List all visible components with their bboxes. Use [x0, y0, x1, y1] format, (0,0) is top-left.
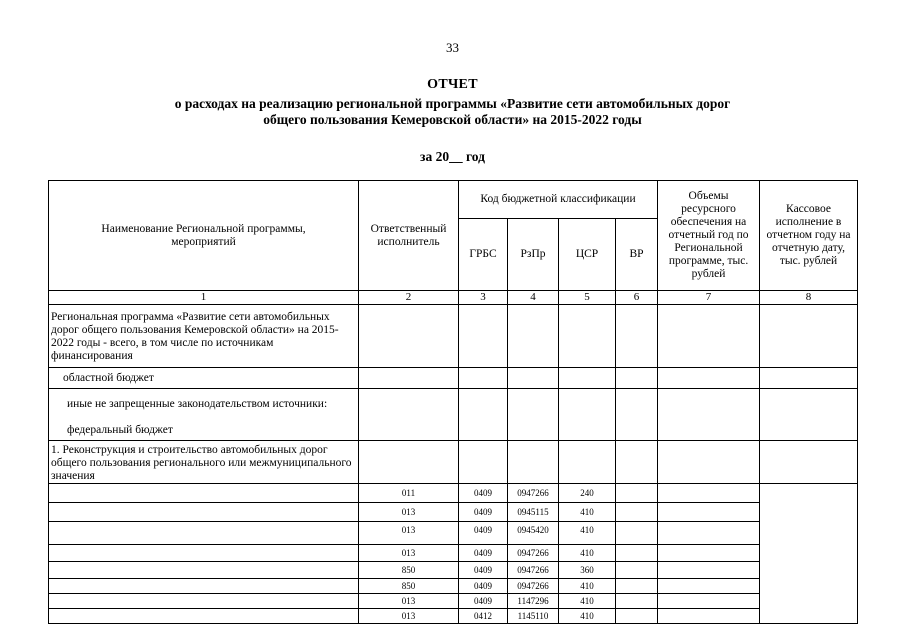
- table-cell: [658, 609, 760, 624]
- table-cell: [658, 594, 760, 609]
- program-name: Региональная программа «Развитие сети автомобильных дорог общего пользования Кемеровской области» на 2015-2022 годы - всего, в том числе по источникам финансирования: [49, 305, 359, 368]
- code-row: [49, 503, 858, 522]
- vr-cell: 410: [559, 545, 616, 562]
- header-vr: ВР: [616, 219, 658, 291]
- table-cell: [49, 522, 359, 545]
- federal-budget-row: [49, 421, 858, 441]
- column-number: 7: [658, 291, 760, 305]
- csr-cell: 0945420: [508, 522, 559, 545]
- vr-cell: 410: [559, 503, 616, 522]
- activity-1-header-row: [49, 441, 858, 484]
- page-number: 33: [446, 40, 459, 55]
- table-cell: [658, 522, 760, 545]
- regional-budget-row: [49, 368, 858, 389]
- header-volume: Объемы ресурсного обеспечения на отчетный год по Региональной программе, тыс. рублей: [658, 181, 760, 291]
- vr-cell: 410: [559, 522, 616, 545]
- table-cell: [616, 305, 658, 368]
- code-row: [49, 579, 858, 594]
- vr-cell: 410: [559, 579, 616, 594]
- table-cell: [616, 545, 658, 562]
- table-cell: [658, 562, 760, 579]
- code-row: [49, 594, 858, 609]
- subtitle-line-2: общего пользования Кемеровской области» на 2015-2022 годы: [263, 112, 642, 127]
- column-number: 4: [508, 291, 559, 305]
- table-cell: [658, 484, 760, 503]
- grbs-cell: 013: [359, 609, 459, 624]
- code-row: [49, 484, 858, 503]
- rzpr-cell: 0409: [459, 503, 508, 522]
- rzpr-cell: 0409: [459, 562, 508, 579]
- header-row-1: [49, 181, 858, 219]
- column-number: 6: [616, 291, 658, 305]
- code-row: [49, 609, 858, 624]
- table-cell: [760, 421, 858, 441]
- csr-cell: 1147296: [508, 594, 559, 609]
- grbs-cell: 013: [359, 503, 459, 522]
- header-grbs: ГРБС: [459, 219, 508, 291]
- csr-cell: 0947266: [508, 562, 559, 579]
- table-cell: [760, 305, 858, 368]
- table-cell: [459, 305, 508, 368]
- grbs-cell: 013: [359, 545, 459, 562]
- table-cell: [559, 305, 616, 368]
- rzpr-cell: 0409: [459, 594, 508, 609]
- table-cell: [658, 368, 760, 389]
- header-cash: Кассовое исполнение в отчетном году на отчетную дату, тыс. рублей: [760, 181, 858, 291]
- table-cell: [616, 503, 658, 522]
- other-sources-row: [49, 389, 858, 421]
- table-cell: [459, 389, 508, 421]
- table-cell: [616, 579, 658, 594]
- vr-cell: 240: [559, 484, 616, 503]
- table-cell: [616, 368, 658, 389]
- table-cell: [616, 594, 658, 609]
- federal-budget-label: федеральный бюджет: [49, 421, 359, 441]
- table-cell: [508, 421, 559, 441]
- table-cell: [658, 579, 760, 594]
- column-number: 5: [559, 291, 616, 305]
- activity-1-name: 1. Реконструкция и строительство автомобильных дорог общего пользования регионального или межмуниципального значения: [49, 441, 359, 484]
- vr-cell: 410: [559, 594, 616, 609]
- table-cell: [49, 484, 359, 503]
- table-cell: [760, 441, 858, 484]
- code-row: [49, 562, 858, 579]
- table-cell: [508, 389, 559, 421]
- header-executor: Ответственный исполнитель: [359, 181, 459, 291]
- table-cell: [359, 305, 459, 368]
- subtitle-line-1: о расходах на реализацию региональной программы «Развитие сети автомобильных дорог: [174, 96, 731, 111]
- rzpr-cell: 0409: [459, 484, 508, 503]
- table-cell: [459, 368, 508, 389]
- header-rzpr: РзПр: [508, 219, 559, 291]
- grbs-cell: 850: [359, 562, 459, 579]
- table-cell: [760, 389, 858, 421]
- grbs-cell: 013: [359, 522, 459, 545]
- column-number: 1: [49, 291, 359, 305]
- table-cell: [658, 503, 760, 522]
- table-cell: [459, 421, 508, 441]
- table-cell: [459, 441, 508, 484]
- column-number: 2: [359, 291, 459, 305]
- table-cell: [49, 545, 359, 562]
- table-cell: [49, 503, 359, 522]
- table-cell: [359, 389, 459, 421]
- rzpr-cell: 0409: [459, 545, 508, 562]
- other-sources-label: иные не запрещенные законодательством источники:: [49, 389, 359, 421]
- report-period: за 20__ год: [420, 149, 485, 164]
- table-cell: [760, 368, 858, 389]
- expense-report-table: [48, 180, 858, 624]
- table-cell: [616, 389, 658, 421]
- grbs-cell: 011: [359, 484, 459, 503]
- table-cell: [508, 368, 559, 389]
- table-cell: [658, 441, 760, 484]
- table-cell: [616, 441, 658, 484]
- table-cell: [559, 441, 616, 484]
- csr-cell: 0945115: [508, 503, 559, 522]
- report-subtitle: [0, 96, 905, 128]
- table-cell: [559, 421, 616, 441]
- rzpr-cell: 0412: [459, 609, 508, 624]
- report-title: ОТЧЕТ: [427, 77, 478, 92]
- vr-cell: 360: [559, 562, 616, 579]
- table-cell: [658, 421, 760, 441]
- csr-cell: 0947266: [508, 579, 559, 594]
- table-cell: [359, 368, 459, 389]
- table-cell: [49, 579, 359, 594]
- table-cell: [616, 609, 658, 624]
- regional-budget-label: областной бюджет: [49, 368, 359, 389]
- csr-cell: 0947266: [508, 545, 559, 562]
- table-cell: [359, 421, 459, 441]
- table-cell: [559, 389, 616, 421]
- table-cell: [616, 421, 658, 441]
- vr-cell: 410: [559, 609, 616, 624]
- csr-cell: 1145110: [508, 609, 559, 624]
- table-cell: [49, 609, 359, 624]
- grbs-cell: 850: [359, 579, 459, 594]
- table-cell: [559, 368, 616, 389]
- table-cell: [508, 441, 559, 484]
- table-cell: [359, 441, 459, 484]
- table-cell: [508, 305, 559, 368]
- header-csr: ЦСР: [559, 219, 616, 291]
- header-budget-code: Код бюджетной классификации: [459, 181, 658, 219]
- table-cell: [616, 522, 658, 545]
- activity-1-codes: [49, 484, 858, 624]
- code-row: [49, 545, 858, 562]
- column-number: 8: [760, 291, 858, 305]
- column-number: 3: [459, 291, 508, 305]
- header-name: Наименование Региональной программы, мероприятий: [49, 181, 359, 291]
- table-cell: [49, 562, 359, 579]
- csr-cell: 0947266: [508, 484, 559, 503]
- table-cell: [658, 545, 760, 562]
- table-cell: [658, 389, 760, 421]
- code-row: [49, 522, 858, 545]
- rzpr-cell: 0409: [459, 579, 508, 594]
- table-cell: [49, 594, 359, 609]
- program-total-row: [49, 305, 858, 368]
- table-cell: [658, 305, 760, 368]
- table-cell: [616, 484, 658, 503]
- column-numbers-row: [49, 291, 858, 305]
- rzpr-cell: 0409: [459, 522, 508, 545]
- grbs-cell: 013: [359, 594, 459, 609]
- table-cell: [616, 562, 658, 579]
